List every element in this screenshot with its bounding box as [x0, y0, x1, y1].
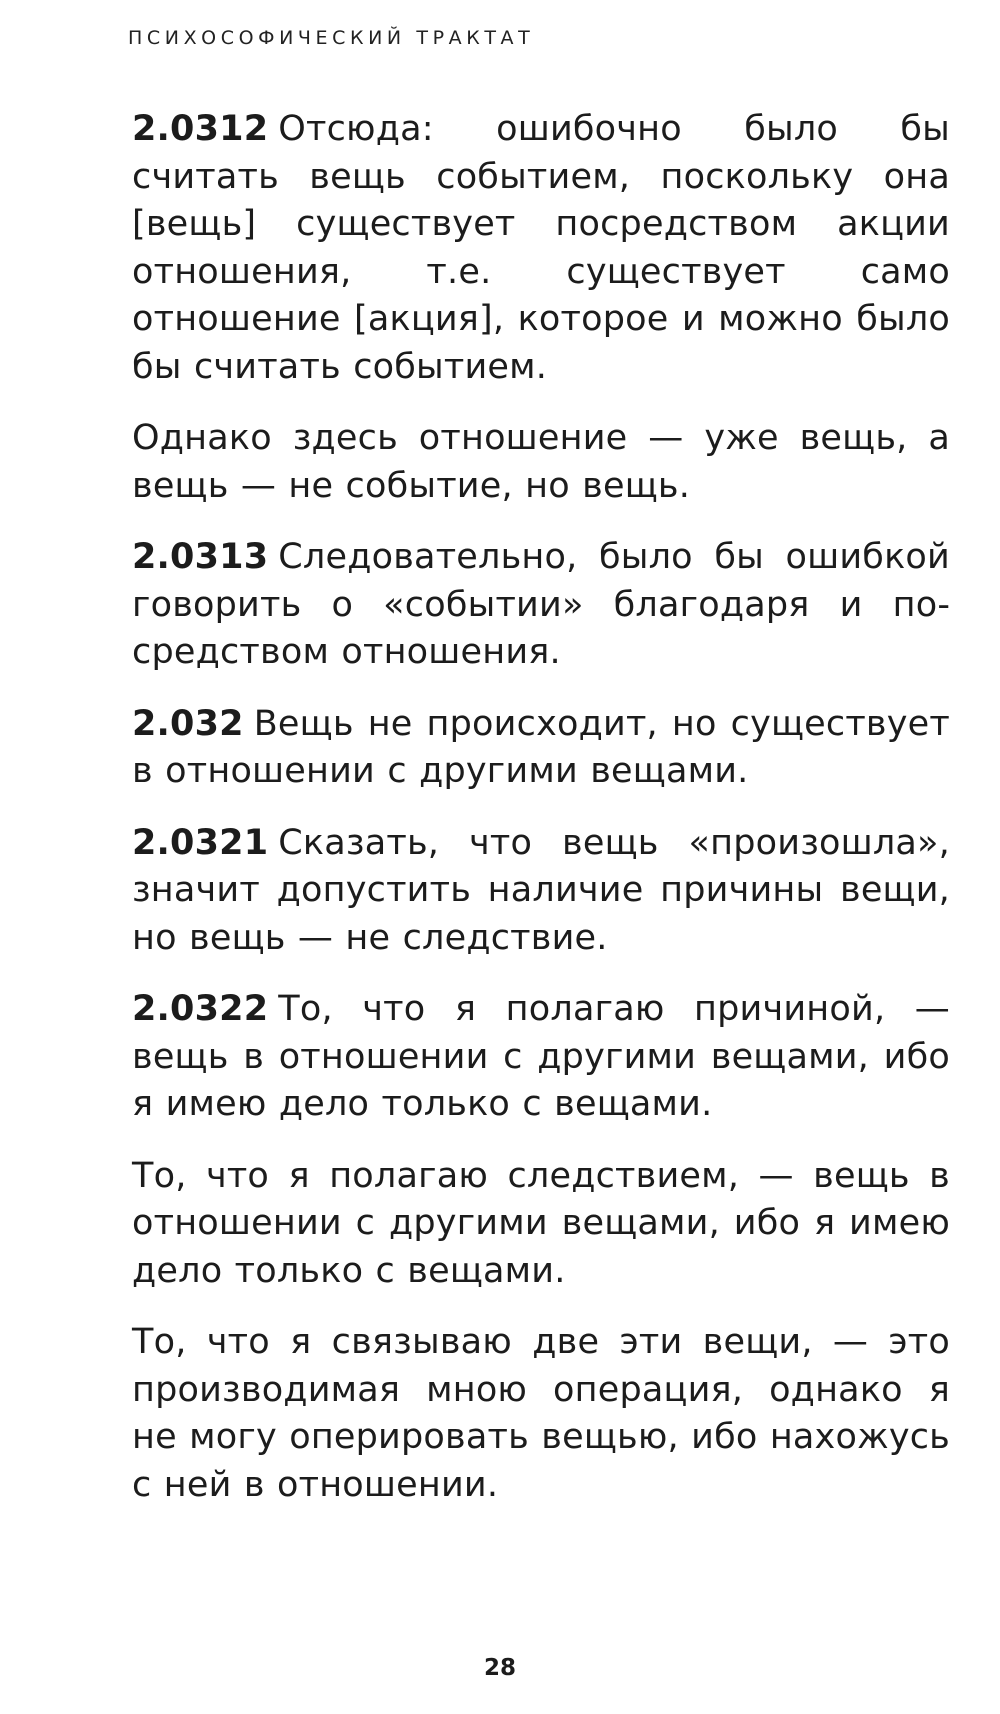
paragraph-continuation: [132, 1153, 950, 1296]
paragraph-2-0312: [132, 106, 950, 391]
section-number: 2.032: [132, 703, 244, 744]
paragraph-text: Сказать, что вещь «произошла», значит допустить наличие причины вещи, но вещь — не следствие.: [132, 822, 950, 958]
paragraph-text: Отсюда: ошибочно было бы считать вещь событием, поскольку она [вещь] существует посредством акции отношения, т.е. существует само отношение [акция], которое и можно было бы считать событием.: [132, 109, 950, 387]
section-number: 2.0313: [132, 537, 269, 577]
paragraph-2-0313: [132, 534, 950, 677]
paragraph-2-0322: [132, 986, 950, 1129]
paragraph-text: Следовательно, было бы ошибкой говорить о «событии» благодаря и посредством отношения.: [132, 537, 950, 672]
paragraph-text: Однако здесь отношение — уже вещь, а вещь — не событие, но вещь.: [132, 418, 950, 506]
section-number: 2.0321: [132, 822, 269, 863]
paragraph-2-0321: [132, 820, 950, 963]
section-number: 2.0312: [132, 109, 269, 149]
running-head: ПСИХОСОФИЧЕСКИЙ ТРАКТАТ: [128, 27, 535, 49]
page-number: 28: [483, 1655, 516, 1681]
paragraph-continuation: [132, 415, 950, 510]
paragraph-text: То, что я полагаю причиной, — вещь в отношении с другими вещами, ибо я имею дело только с вещами.: [132, 989, 950, 1124]
section-number: 2.0322: [132, 989, 269, 1029]
main-text: [132, 106, 950, 1533]
paragraph-text: То, что я связываю две эти вещи, — это производимая мною операция, однако я не могу оперировать вещью, ибо нахожусь с ней в отношении.: [132, 1322, 950, 1505]
paragraph-text: Вещь не происходит, но существует в отношении с другими вещами.: [132, 703, 950, 791]
paragraph-2-032: [132, 701, 950, 796]
paragraph-continuation: [132, 1319, 950, 1509]
paragraph-text: То, что я полагаю следствием, — вещь в отношении с другими вещами, ибо я имею дело только с вещами.: [132, 1155, 950, 1291]
